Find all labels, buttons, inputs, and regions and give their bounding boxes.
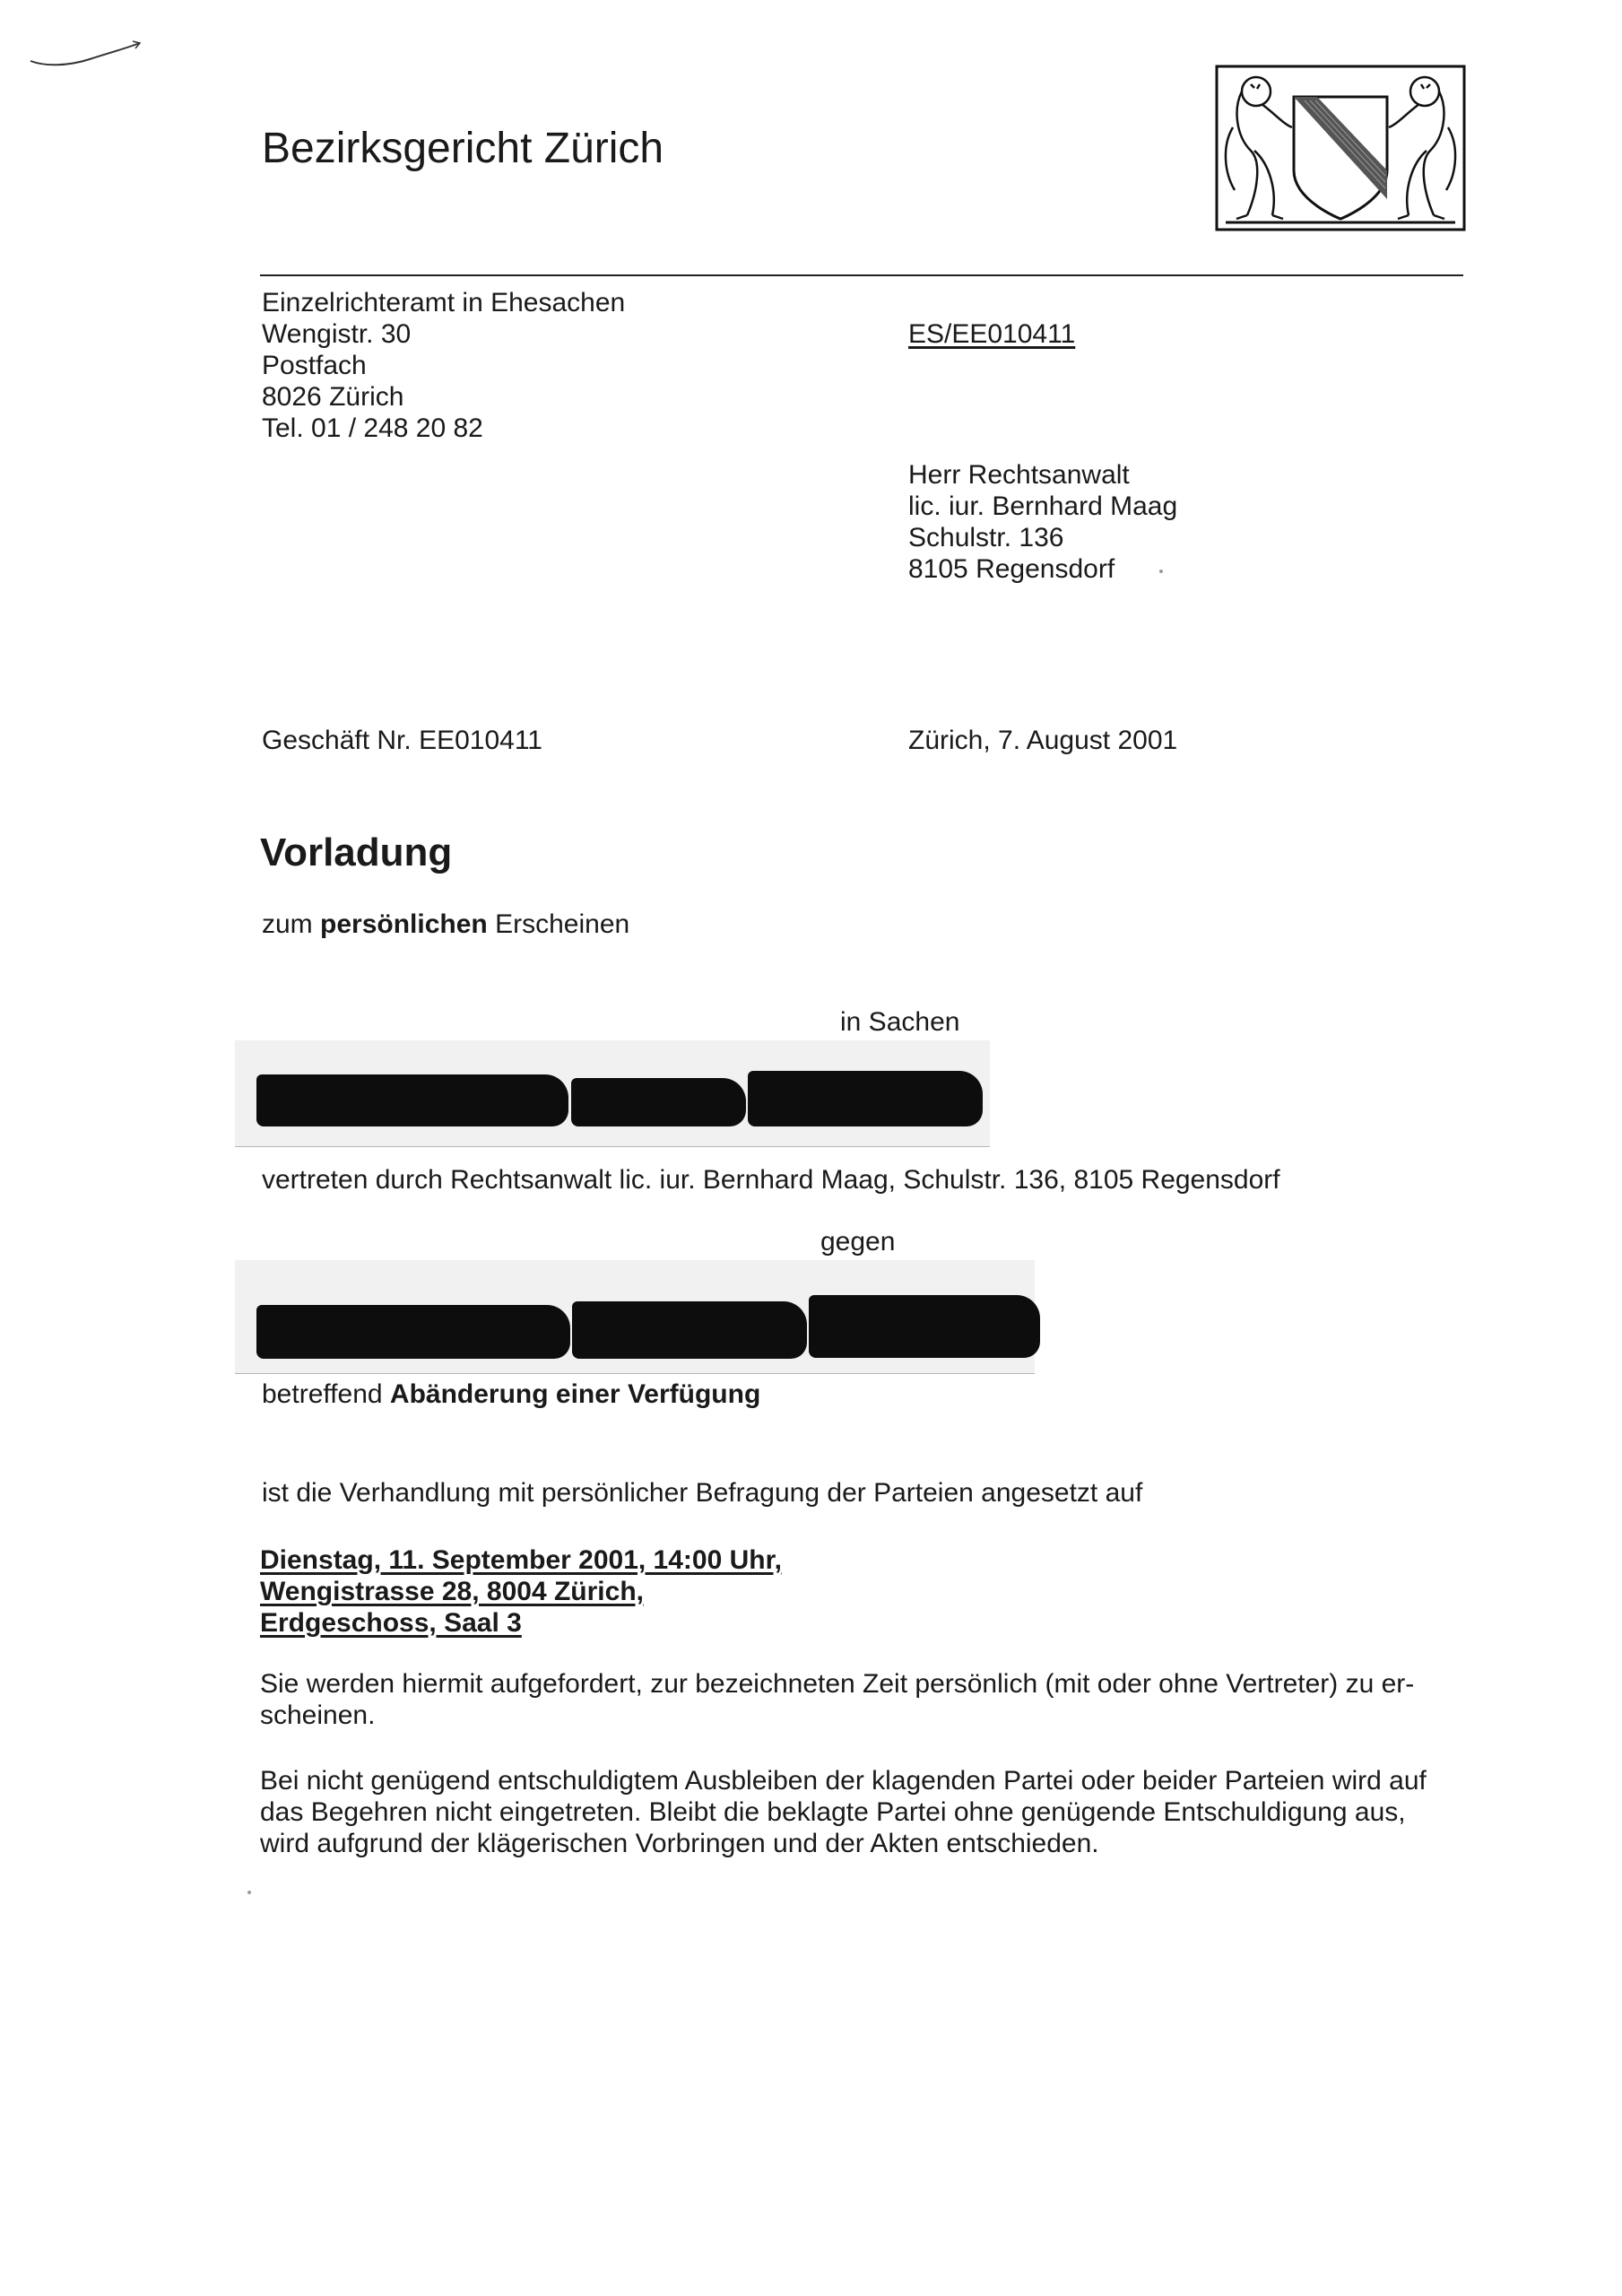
gegen-label: gegen (820, 1227, 896, 1257)
court-title: Bezirksgericht Zürich (262, 125, 664, 172)
redaction-bar (571, 1078, 746, 1126)
representative-line: vertreten durch Rechtsanwalt lic. iur. Bernhard Maag, Schulstr. 136, 8105 Regensdorf (262, 1165, 1280, 1195)
subject-bold: Abänderung einer Verfügung (389, 1379, 761, 1409)
paragraph-consequences (260, 1765, 1427, 1859)
reference-number: ES/EE010411 (908, 319, 1076, 349)
recipient-line: lic. iur. Bernhard Maag (908, 491, 1178, 521)
in-sachen-label: in Sachen (840, 1007, 960, 1037)
subject-line (262, 1378, 760, 1410)
scan-speck (1159, 570, 1163, 573)
sender-address (262, 287, 625, 444)
paragraph-line: scheinen. (260, 1700, 376, 1730)
sender-line: 8026 Zürich (262, 382, 404, 412)
hearing-intro: ist die Verhandlung mit persönlicher Befragung der Parteien angesetzt auf (262, 1478, 1143, 1508)
hearing-address: Wengistrasse 28, 8004 Zürich, (260, 1577, 644, 1606)
paragraph-appearance (260, 1668, 1414, 1731)
paragraph-line: wird aufgrund der klägerischen Vorbringen und der Akten entschieden. (260, 1829, 1099, 1858)
subtitle-bold: persönlichen (320, 909, 488, 939)
paragraph-line: das Begehren nicht eingetreten. Bleibt die beklagte Partei ohne genügende Entschuldigung aus, (260, 1797, 1406, 1827)
hearing-details (260, 1544, 782, 1639)
subject-prefix: betreffend (262, 1379, 383, 1409)
sender-line: Tel. 01 / 248 20 82 (262, 413, 483, 443)
recipient-line: Schulstr. 136 (908, 523, 1064, 552)
paragraph-line: Bei nicht genügend entschuldigtem Ausbleiben der klagenden Partei oder beider Parteien wird auf (260, 1766, 1427, 1796)
subtitle-prefix: zum (262, 909, 313, 939)
redaction-bar (256, 1305, 570, 1359)
recipient-line: 8105 Regensdorf (908, 554, 1115, 584)
zurich-coat-of-arms-icon (1215, 65, 1466, 231)
recipient-line: Herr Rechtsanwalt (908, 460, 1130, 490)
header-divider (260, 274, 1463, 276)
subtitle (262, 909, 629, 940)
hearing-room: Erdgeschoss, Saal 3 (260, 1608, 522, 1638)
redaction-bar (809, 1295, 1040, 1358)
subtitle-suffix: Erscheinen (495, 909, 630, 939)
case-number: Geschäft Nr. EE010411 (262, 726, 542, 755)
redaction-bar (572, 1301, 807, 1359)
paragraph-line: Sie werden hiermit aufgefordert, zur bezeichneten Zeit persönlich (mit oder ohne Vertreter) zu er- (260, 1669, 1415, 1699)
place-date: Zürich, 7. August 2001 (908, 726, 1178, 755)
pen-stroke-icon (27, 36, 143, 72)
redaction-bar (748, 1071, 983, 1126)
scan-speck (247, 1891, 251, 1894)
hearing-date: Dienstag, 11. September 2001, 14:00 Uhr, (260, 1545, 782, 1575)
recipient-address (908, 459, 1177, 585)
sender-line: Einzelrichteramt in Ehesachen (262, 288, 626, 317)
redaction-bar (256, 1074, 568, 1126)
sender-line: Wengistr. 30 (262, 319, 412, 349)
document-title: Vorladung (260, 831, 453, 874)
sender-line: Postfach (262, 351, 367, 380)
